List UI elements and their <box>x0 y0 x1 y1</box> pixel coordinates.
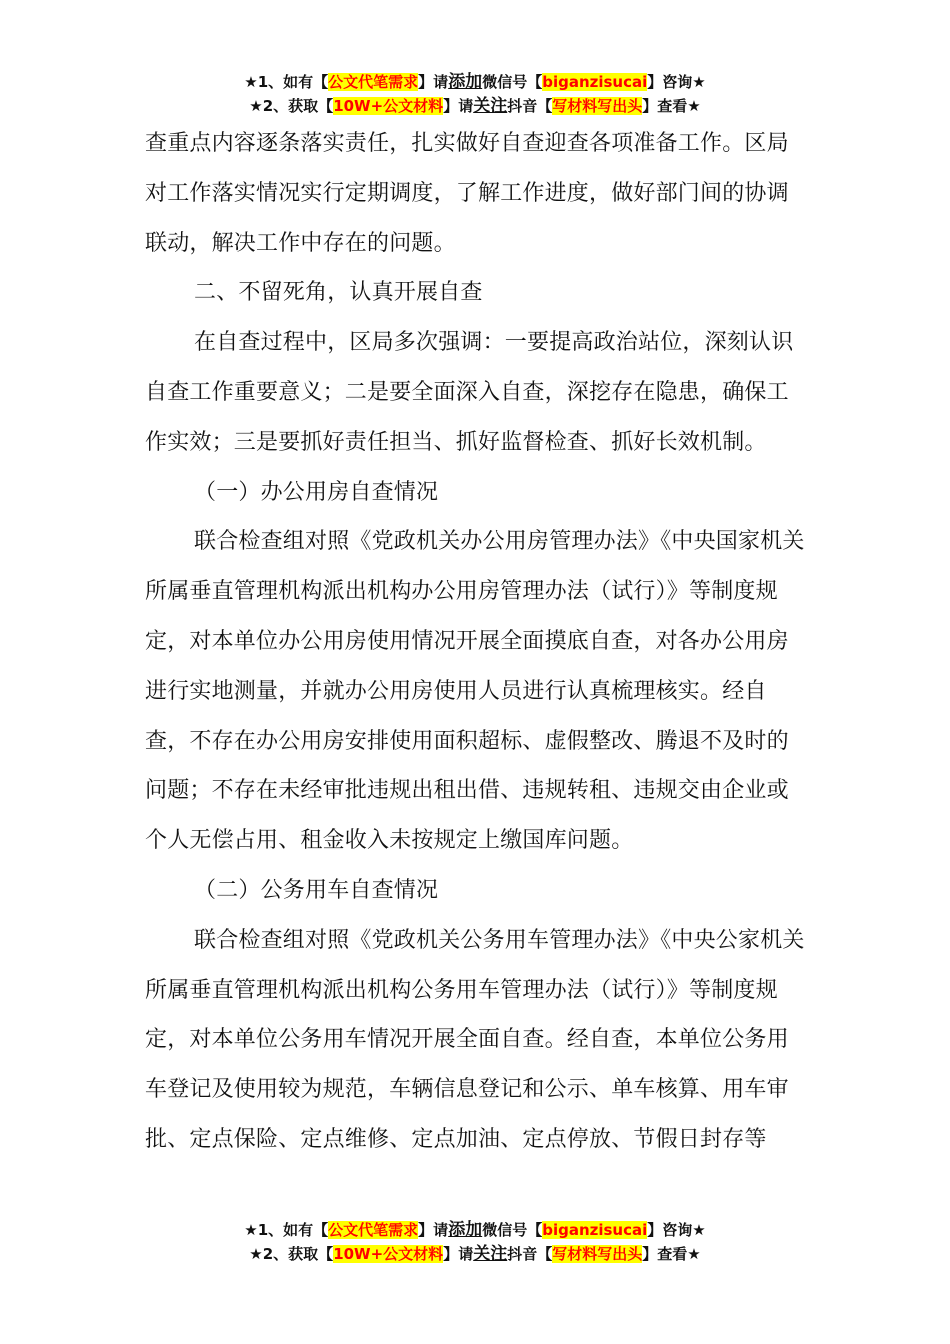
banner-emphasis: 添加 <box>448 1220 483 1240</box>
subsection-heading-office: （一）办公用房自查情况 <box>194 479 439 505</box>
banner-text: 】请 <box>443 1245 474 1263</box>
subsection-heading-vehicle: （二）公务用车自查情况 <box>194 877 439 903</box>
banner-douyin-id: 写材料写出头 <box>552 97 643 115</box>
banner-text: 】查看★ <box>642 1245 701 1263</box>
banner-wechat-id: biganzisucai <box>542 73 648 91</box>
paragraph-self-check: 在自查过程中，区局多次强调：一要提高政治站位，深刻认识自查工作重要意义；二是要全面深入自查，深挖存在隐患，确保工作实效；三是要抓好责任担当、抓好监督检查、抓好长效机制。 <box>145 330 794 455</box>
banner-text: 微信号【 <box>482 73 543 91</box>
banner-text: ★1、如有【 <box>244 73 329 91</box>
banner-text: 抖音【 <box>507 1245 553 1263</box>
paragraph-office: 联合检查组对照《党政机关办公用房管理办法》《中央国家机关所属垂直管理机构派出机构办公用房管理办法（试行）》等制度规定，对本单位办公用房使用情况开展全面摸底自查，对各办公用房进行实地测量，并就办公用房使用人员进行认真梳理核实。经自查，不存在办公用房安排使用面积超标、虚假整改、腾退不及时的问题；不存在未经审批违规出租出借、违规转租、违规交由企业或个人无偿占用、租金收入未按规定上缴国库问题。 <box>145 529 805 854</box>
banner-text: 微信号【 <box>482 1221 543 1239</box>
banner-line-2 <box>0 1242 950 1266</box>
banner-line-1 <box>0 70 950 94</box>
top-banner <box>0 70 950 118</box>
banner-text: 】请 <box>418 73 449 91</box>
bottom-banner <box>0 1218 950 1266</box>
section-heading-2: 二、不留死角，认真开展自查 <box>194 280 483 306</box>
banner-highlight: 10W+公文材料 <box>333 1245 444 1263</box>
banner-emphasis: 添加 <box>448 72 483 92</box>
banner-text: ★1、如有【 <box>244 1221 329 1239</box>
banner-text: 抖音【 <box>507 97 553 115</box>
banner-text: 】请 <box>443 97 474 115</box>
banner-emphasis: 关注 <box>473 1244 508 1264</box>
banner-text: 】查看★ <box>642 97 701 115</box>
banner-line-2 <box>0 94 950 118</box>
banner-highlight: 公文代笔需求 <box>328 73 419 91</box>
paragraph-continuation: 查重点内容逐条落实责任，扎实做好自查迎查各项准备工作。区局对工作落实情况实行定期调度，了解工作进度，做好部门间的协调联动，解决工作中存在的问题。 <box>145 131 789 256</box>
paragraph-vehicle: 联合检查组对照《党政机关公务用车管理办法》《中央公家机关所属垂直管理机构派出机构公务用车管理办法（试行）》等制度规定，对本单位公务用车情况开展全面自查。经自查，本单位公务用车登记及使用较为规范，车辆信息登记和公示、单车核算、用车审批、定点保险、定点维修、定点加油、定点停放、节假日封存等 <box>145 927 805 1152</box>
banner-text: 】咨询★ <box>647 1221 706 1239</box>
banner-text: ★2、获取【 <box>249 1245 334 1263</box>
banner-wechat-id: biganzisucai <box>542 1221 648 1239</box>
banner-text: ★2、获取【 <box>249 97 334 115</box>
banner-douyin-id: 写材料写出头 <box>552 1245 643 1263</box>
banner-text: 】咨询★ <box>647 73 706 91</box>
banner-emphasis: 关注 <box>473 96 508 116</box>
document-body <box>145 119 805 1165</box>
banner-highlight: 10W+公文材料 <box>333 97 444 115</box>
banner-highlight: 公文代笔需求 <box>328 1221 419 1239</box>
banner-line-1 <box>0 1218 950 1242</box>
banner-text: 】请 <box>418 1221 449 1239</box>
